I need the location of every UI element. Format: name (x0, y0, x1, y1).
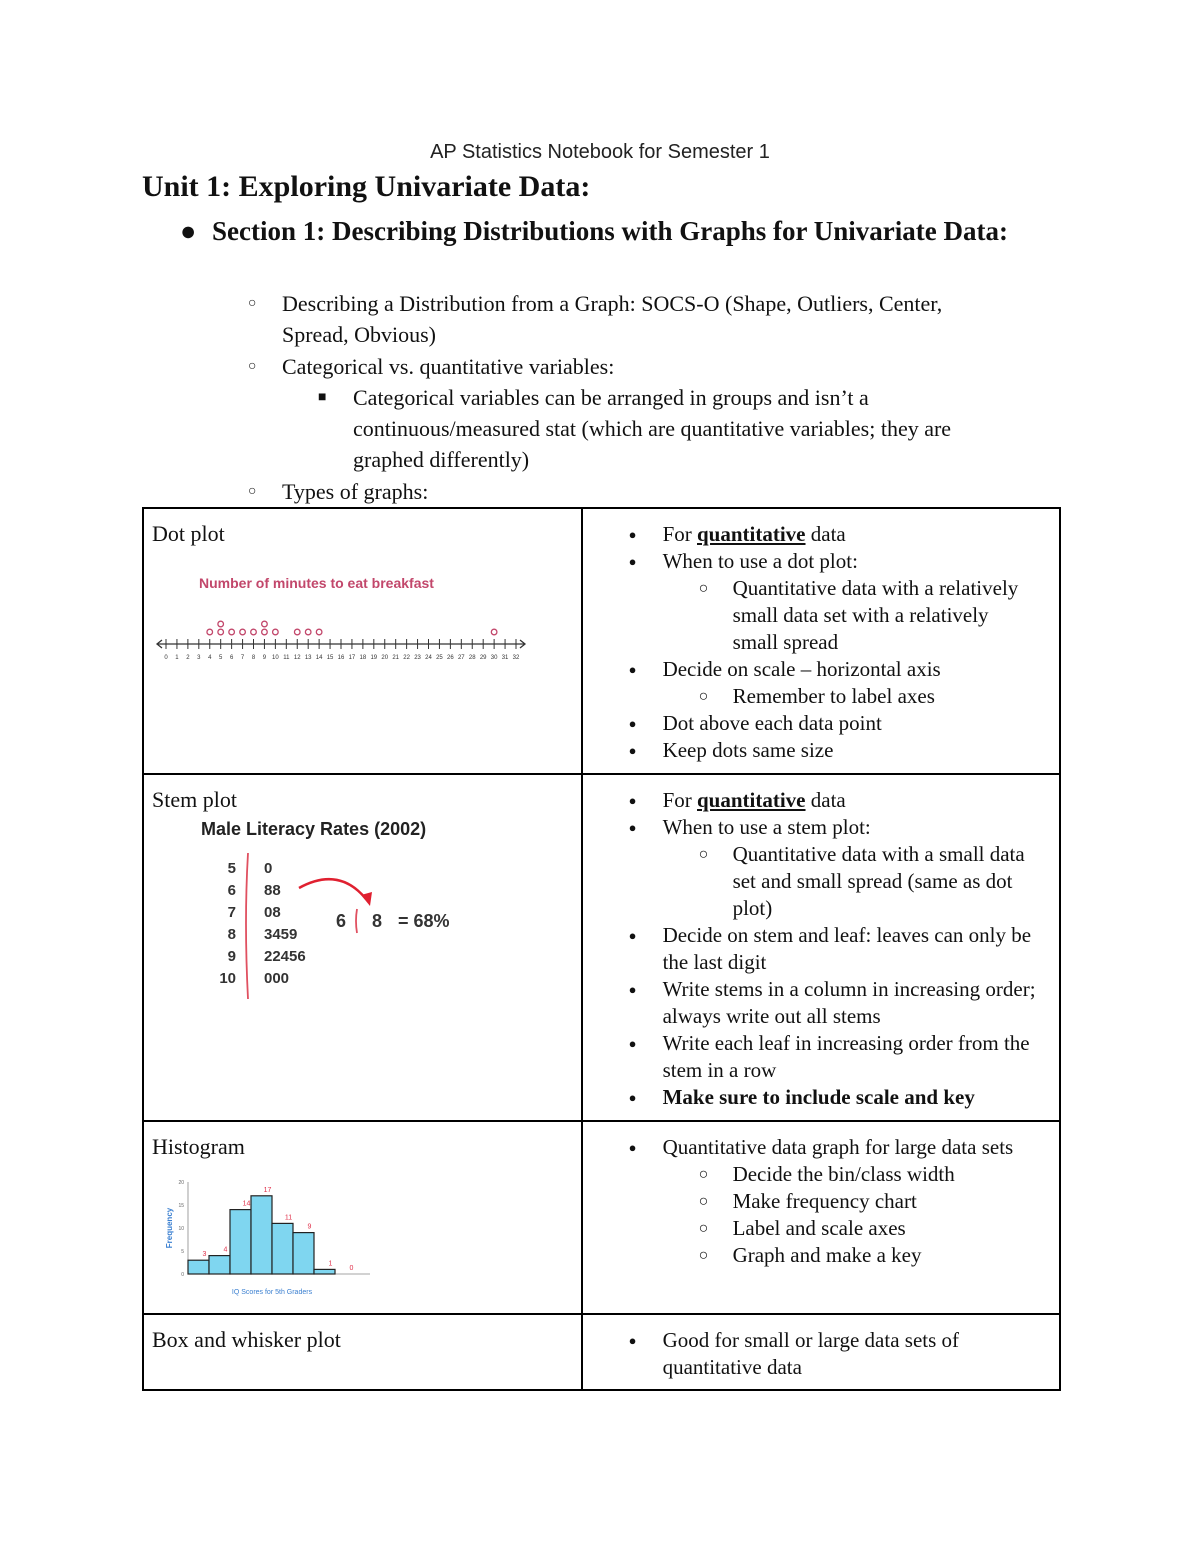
sub-list-item: ○ Make frequency chart (663, 1188, 1039, 1215)
dot-plot-tick-label: 19 (370, 655, 378, 661)
hist-y-tick-label: 20 (178, 1180, 184, 1186)
dot-plot-tick-label: 3 (197, 655, 201, 661)
dot-plot-tick-label: 18 (359, 655, 367, 661)
sub-bullet-line3: graphed differently) (353, 447, 530, 472)
stem-rows (219, 860, 305, 987)
cell-title: Dot plot (152, 521, 225, 546)
hist-y-axis-label: Frequency (165, 1207, 174, 1249)
unit-title: Unit 1: Exploring Univariate Data: (142, 170, 591, 203)
hist-bar (188, 1260, 209, 1274)
histogram-notes-cell (582, 1121, 1060, 1314)
dot-plot-point (262, 621, 268, 627)
dot-plot-tick-label: 4 (208, 655, 212, 661)
hist-bar-label: 11 (284, 1214, 293, 1222)
leaf-values: 3459 (264, 926, 298, 943)
table-row-dot-plot (143, 508, 1060, 774)
hist-bar (293, 1233, 314, 1274)
hist-x-axis-label: IQ Scores for 5th Graders (231, 1289, 313, 1296)
key-stem: 6 (336, 911, 347, 931)
hist-bar (251, 1196, 272, 1274)
dot-plot-notes-cell (582, 508, 1060, 774)
dot-plot-point (218, 621, 224, 627)
list-item: ● Dot above each data point (629, 710, 1039, 737)
stem-value: 9 (227, 948, 236, 965)
box-plot-notes (629, 1327, 1039, 1381)
histogram-figure (144, 1162, 582, 1312)
stem-plot-cell (143, 774, 582, 1121)
dot-plot-point (262, 629, 268, 635)
hist-bar (314, 1269, 335, 1274)
dot-plot-notes (629, 521, 1039, 764)
dot-plot-point (240, 629, 246, 635)
circle-bullet-icon: ○ (248, 296, 257, 311)
dot-plot-title: Number of minutes to eat breakfast (199, 575, 434, 591)
list-item: ● Decide on stem and leaf: leaves can only be the last digit (629, 922, 1039, 976)
cell-title: Box and whisker plot (152, 1327, 341, 1352)
circle-bullet-icon: ○ (248, 359, 257, 374)
cell-title: Histogram (152, 1134, 245, 1159)
histogram-notes (629, 1134, 1039, 1269)
graph-types-table (142, 507, 1061, 1391)
key-leaf: 8 (372, 911, 383, 931)
hist-bar-label: 17 (263, 1186, 272, 1194)
leaf-values: 08 (264, 904, 281, 921)
list-item: ● Make sure to include scale and key (629, 1084, 1039, 1111)
dot-plot-tick-label: 7 (240, 655, 245, 661)
dot-plot-cell (143, 508, 582, 774)
list-item: ● Decide on scale – horizontal axis ○ Remember to label axes (629, 656, 1039, 710)
dot-plot-axis (157, 639, 525, 661)
dot-plot-tick-label: 30 (490, 655, 498, 661)
bullet-types: Types of graphs: (282, 479, 429, 504)
hist-bar-label: 1 (328, 1260, 333, 1268)
stem-value: 6 (227, 882, 236, 899)
table-row-box-plot (143, 1314, 1060, 1390)
list-item: ● Quantitative data graph for large data sets ○ Decide the bin/class width ○ Make frequency chart ○ Label and scale axes ○ Graph and make a key (629, 1134, 1039, 1269)
dot-plot-tick-label: 26 (447, 655, 454, 661)
dot-plot-tick-label: 25 (436, 655, 443, 661)
dot-plot-tick-label: 28 (468, 655, 476, 661)
hist-bar-label: 0 (349, 1265, 354, 1272)
dot-plot-point (294, 629, 300, 635)
dot-plot-tick-label: 13 (304, 655, 312, 661)
stem-value: 10 (219, 970, 236, 987)
sub-list-item: ○ Quantitative data with a relatively small data set with a relatively small spread (663, 575, 1039, 656)
histogram-chart (165, 1180, 370, 1296)
bullet-icon: ● (180, 216, 197, 246)
sub-list-item: ○ Label and scale axes (663, 1215, 1039, 1242)
hist-y-tick-label: 5 (181, 1249, 184, 1255)
bullet-categorical: Categorical vs. quantitative variables: (282, 354, 615, 379)
dot-plot-tick-label: 23 (414, 655, 421, 661)
dot-plot-tick-label: 11 (283, 655, 290, 661)
stem-plot-notes (629, 787, 1039, 1111)
dot-plot-tick-label: 5 (219, 655, 223, 661)
histogram-cell (143, 1121, 582, 1314)
key-divider (356, 909, 357, 933)
stem-plot-notes-cell (582, 774, 1060, 1121)
hist-bar (230, 1210, 251, 1274)
dot-plot-dots (207, 621, 497, 635)
leaf-values: 000 (264, 970, 290, 987)
leaf-values: 0 (264, 860, 273, 877)
table-row-stem-plot (143, 774, 1060, 1121)
dot-plot-tick-label: 27 (457, 655, 465, 661)
hist-y-tick-label: 10 (178, 1226, 184, 1232)
hist-bar-label: 14 (242, 1200, 251, 1208)
sub-list-item: ○ Decide the bin/class width (663, 1161, 1039, 1188)
hist-bar-label: 9 (307, 1223, 312, 1231)
list-item: ● When to use a stem plot: ○ Quantitative data with a small data set and small spread (same as dot plot) (629, 814, 1039, 922)
box-plot-cell (143, 1314, 582, 1390)
dot-plot-point (316, 629, 322, 635)
dot-plot-tick-label: 20 (381, 655, 389, 661)
dot-plot-tick-label: 6 (229, 655, 234, 661)
dot-plot-tick-label: 14 (315, 655, 323, 661)
stem-value: 5 (227, 860, 236, 877)
dot-plot-point (229, 629, 235, 635)
dot-plot-tick-label: 2 (186, 655, 190, 661)
sub-bullet-line2: continuous/measured stat (which are quantitative variables; they are (353, 416, 952, 441)
dot-plot-tick-label: 29 (479, 655, 487, 661)
dot-plot-tick-label: 15 (326, 655, 334, 661)
circle-bullet-icon: ○ (248, 484, 257, 499)
stem-plot-title: Male Literacy Rates (2002) (201, 819, 427, 839)
dot-plot-tick-label: 31 (501, 655, 509, 661)
dot-plot-tick-label: 9 (262, 655, 267, 661)
sub-list-item: ○ Quantitative data with a small data set and small spread (same as dot plot) (663, 841, 1039, 922)
key-value: = 68% (398, 911, 450, 931)
document-header: AP Statistics Notebook for Semester 1 (430, 141, 770, 163)
dot-plot-tick-label: 12 (293, 655, 301, 661)
square-bullet-icon: ■ (318, 390, 327, 405)
dot-plot-point (273, 629, 279, 635)
stem-value: 8 (227, 926, 236, 943)
section-title: Section 1: Describing Distributions with Graphs for Univariate Data: (212, 216, 1008, 246)
stem-divider (246, 853, 248, 999)
dot-plot-tick-label: 22 (403, 655, 410, 661)
dot-plot-figure (144, 564, 582, 724)
stem-value: 7 (227, 904, 236, 921)
hist-y-tick-label: 0 (181, 1272, 184, 1278)
hist-bar-label: 3 (202, 1251, 207, 1259)
dot-plot-tick-label: 17 (348, 655, 356, 661)
cell-title: Stem plot (152, 787, 237, 812)
key-arrow-icon (299, 879, 366, 899)
dot-plot-tick-label: 16 (337, 655, 345, 661)
sub-list-item: ○ Graph and make a key (663, 1242, 1039, 1269)
hist-bar (209, 1256, 230, 1274)
list-item: ● Keep dots same size (629, 737, 1039, 764)
dot-plot-tick-label: 1 (175, 655, 179, 661)
list-item: ● For quantitative data (629, 787, 1039, 814)
dot-plot-tick-label: 10 (272, 655, 279, 661)
list-item: ● Good for small or large data sets of quantitative data (629, 1327, 1039, 1381)
table-row-histogram (143, 1121, 1060, 1314)
dot-plot-point (491, 629, 497, 635)
dot-plot-tick-label: 8 (251, 655, 256, 661)
dot-plot-point (218, 629, 224, 635)
sub-list-item: ○ Remember to label axes (663, 683, 1039, 710)
dot-plot-point (251, 629, 257, 635)
list-item: ● When to use a dot plot: ○ Quantitative data with a relatively small data set with a relatively small spread (629, 548, 1039, 656)
leaf-values: 88 (264, 882, 281, 899)
list-item: ● Write stems in a column in increasing order; always write out all stems (629, 976, 1039, 1030)
sub-bullet-line1: Categorical variables can be arranged in groups and isn’t a (353, 385, 869, 410)
dot-plot-tick-label: 24 (425, 655, 432, 661)
bullet-socs-cont: Spread, Obvious) (282, 322, 436, 347)
dot-plot-point (305, 629, 311, 635)
dot-plot-tick-label: 32 (512, 655, 520, 661)
hist-bar-label: 4 (223, 1246, 228, 1254)
dot-plot-tick-label: 0 (164, 655, 168, 661)
list-item: ● For quantitative data (629, 521, 1039, 548)
bullet-socs: Describing a Distribution from a Graph: SOCS-O (Shape, Outliers, Center, (282, 291, 943, 316)
hist-y-tick-label: 15 (178, 1203, 184, 1209)
stem-plot-figure (144, 811, 582, 1051)
leaf-values: 22456 (264, 948, 306, 965)
dot-plot-tick-label: 21 (392, 655, 400, 661)
box-plot-notes-cell (582, 1314, 1060, 1390)
hist-bar (272, 1223, 293, 1274)
list-item: ● Write each leaf in increasing order from the stem in a row (629, 1030, 1039, 1084)
dot-plot-point (207, 629, 213, 635)
